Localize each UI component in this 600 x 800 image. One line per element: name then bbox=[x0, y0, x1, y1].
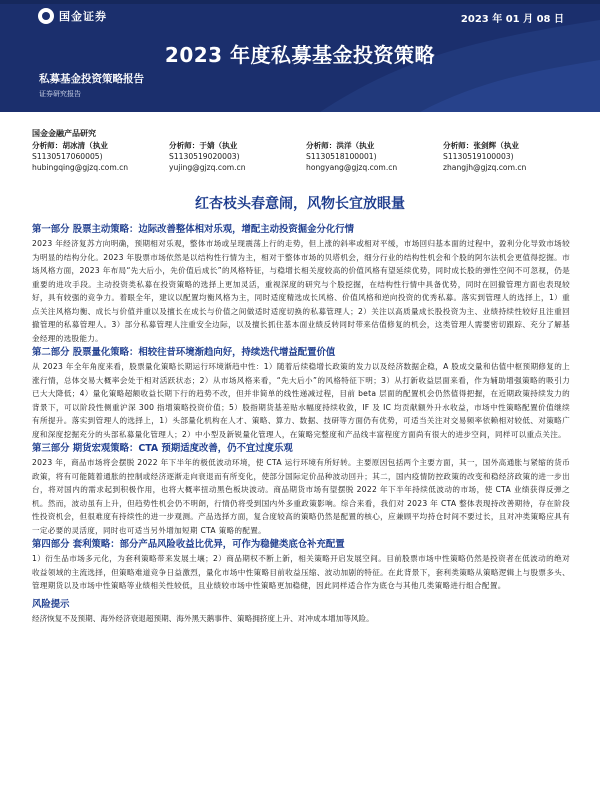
analyst-card bbox=[443, 140, 580, 173]
section-body-stock-active: 2023 年经济复苏方向明确，预期相对乐观，整体市场或呈现震荡上行的走势，但上涨的斜率或相对平缓，市场回归基本面的过程中，盈利分化导致市场较为明显的结构分化。2023 年股票市场依然是以结构性行情为主，相对于整体市场的贝塔机会，细分行业的结构性机会和个股的阿尔法机会更值得挖掘。市场风格方面，2023 年布局“先大后小，先价值后成长”的风格特征，与稳增长相关度较高的价值风格有望延续优势，同时成长股的弹性空间不可忽视，仍是重要的进攻手段。主动投资类私募在投资策略的选择上更加灵活，重视深度的研究与个股挖掘，在结构性行情中具备优势，同时在回撤管理方面也表现较好，具有较强的竞争力。着眼全年，建议以配置均衡风格为主，同时适度精选成长风格、价值风格和逆向投资的优秀私募。落实到管理人的选择上，1）重点关注风格均衡、成长与价值并重以及擅长在成长与价值之间做适时适度切换的私募管理人；2）关注以高质量成长股投资为主、业绩持续性较好且注重回撤管理的私募管理人。3）部分私募管理人注重安全边际，以及擅长抓住基本面业绩反转同时带来估值修复的机会，这类管理人需要密切跟踪、充分了解基金经理的选股能力。 bbox=[32, 239, 570, 343]
section-title-arbitrage: 第四部分 套利策略：部分产品风险收益比优异，可作为稳健类底仓补充配置 bbox=[32, 539, 345, 550]
analyst-name: 分析师：洪洋（执业 bbox=[306, 141, 375, 150]
analyst-list bbox=[32, 140, 582, 173]
section-title-stock-quant: 第二部分 股票量化策略：相较往昔环境渐趋向好，持续迭代增益配置价值 bbox=[32, 347, 336, 358]
report-slogan: 红杏枝头春意闹，风物长宜放眼量 bbox=[195, 196, 405, 212]
analyst-cert: S1130519020003) bbox=[169, 152, 240, 161]
risk-warning-title: 风险提示 bbox=[32, 598, 70, 610]
section-title-stock-active: 第一部分 股票主动策略：边际改善整体相对乐观，增配主动投资掘金分化行情 bbox=[32, 224, 355, 235]
section-body-stock-quant: 从 2023 年全年角度来看，股票量化策略长期运行环境渐趋中性：1）随着后续稳增长政策的发力以及经济数据企稳，A 股成交量和估值中枢预期修复的上涨行情，总体交易大概率会处于相对活跃状态；2）从市场风格来看，“先大后小”的风格特征下明；3）从打新收益层面来看，作为辅助增强策略的吸引力已大大降低；4）量化策略超额收益长期下行的趋势不改，但并非简单的线性递减过程，目前 beta 层面的配置机会仍然值得把握，在近期政策持续发力的背景下，可以阶段性侧重沪深 300 指增策略投资价值；5）股指期货基差贴水幅度持续收敛，IF 及 IC 均贡献额外升水收益，市场中性策略配置价值继续有所提升。落实到管理人的选择上，1）头部量化机构在人才、策略、算力、数据、技研等方面仍有优势，可适当关注对交易频率依赖相对较低、对策略广度和深度挖掘充分的头部私募量化管理人；2）中小型及新锐量化管理人，在策略完整度和产品线丰富程度方面尚有很大的进步空间，同样可以重点关注。 bbox=[32, 362, 570, 439]
analyst-email[interactable]: hongyang@gjzq.com.cn bbox=[306, 163, 398, 172]
header-banner bbox=[0, 0, 600, 112]
brand-logo-icon bbox=[38, 8, 54, 24]
section-body-arbitrage: 1）衍生品市场多元化，为套利策略带来发展土壤；2）商品期权不断上新，相关策略开启发展空间。目前股票市场中性策略仍然是投资者在低波动的绝对收益领域的主流选择，但策略难道竞争日益激烈，量化市场中性策略目前收益压缩、波动加剧的特征。在此背景下，套利类策略从策略逻辑上与股票多头、管理期货以及市场中性策略等业绩相关性较低，且业绩较市场中性策略更加稳健，因此同样适合作为底仓与其他几类策略进行组合配置。 bbox=[32, 554, 570, 590]
analyst-email[interactable]: zhangjh@gjzq.com.cn bbox=[443, 163, 527, 172]
risk-warning-body: 经济恢复不及预期、海外经济衰退超预期、海外黑天鹅事件、策略拥挤度上升、对冲成本增加等风险。 bbox=[32, 613, 374, 623]
analyst-card bbox=[306, 140, 443, 173]
analyst-card bbox=[32, 140, 169, 173]
brand-logo bbox=[38, 8, 107, 24]
report-type: 证券研究报告 bbox=[39, 90, 81, 98]
analyst-name: 分析师：张剑辉（执业 bbox=[443, 141, 519, 150]
analyst-name: 分析师：于婧（执业 bbox=[169, 141, 238, 150]
analyst-card bbox=[169, 140, 306, 173]
institute-name: 国金金融产品研究 bbox=[32, 129, 96, 138]
analyst-name: 分析师：胡冰清（执业 bbox=[32, 141, 108, 150]
brand-name: 国金证券 bbox=[59, 10, 107, 23]
analyst-email[interactable]: hubingqing@gjzq.com.cn bbox=[32, 163, 129, 172]
analyst-cert: S1130517060005) bbox=[32, 152, 103, 161]
section-body-futures-macro: 2023 年，商品市场将会摆脱 2022 年下半年的极低波动环境，使 CTA 运行环境有所好转。主要原因包括两个主要方面，其一，国外高通胀与紧缩的货币政策，将有可能随着通胀的控制或经济逐渐走向衰退而有所变化，使部分国际定价品种波动回升；其二，国内疫情防控政策的改变和稳经济政策的进一步出台，将对国内的需求起到积极作用，也将大概率扭动黑色板块波动。商品期货市场有望摆脱 2022 年下半年持续低波动的市场，使 CTA 业绩获得反弹之机。然而，波动虽有上升，但趋势性机会仍不明朗，行情仍将受到国内外多重政策影响。综合来看，我们对 2023 年 CTA 整体表现持改善期待，存在阶段性投资机会，但很难度有持续性的进一步观测。产品选择方面，复合度较高的策略仍然是配置的核心，应兼顾平均持仓时间不要过长，且对冲类策略应具有一定必要的灵活度，同时也可适当另外增加短期 CTA 策略的配置。 bbox=[32, 458, 570, 535]
section-title-futures-macro: 第三部分 期货宏观策略：CTA 预期适度改善，仍不宜过度乐观 bbox=[32, 443, 293, 454]
report-title: 2023 年度私募基金投资策略 bbox=[164, 43, 436, 67]
report-body bbox=[32, 222, 570, 625]
report-subtitle: 私募基金投资策略报告 bbox=[39, 73, 144, 85]
report-date: 2023 年 01 月 08 日 bbox=[460, 14, 564, 25]
analyst-email[interactable]: yujing@gjzq.com.cn bbox=[169, 163, 246, 172]
analyst-cert: S1130518100001) bbox=[306, 152, 377, 161]
analyst-cert: S1130519100003) bbox=[443, 152, 514, 161]
